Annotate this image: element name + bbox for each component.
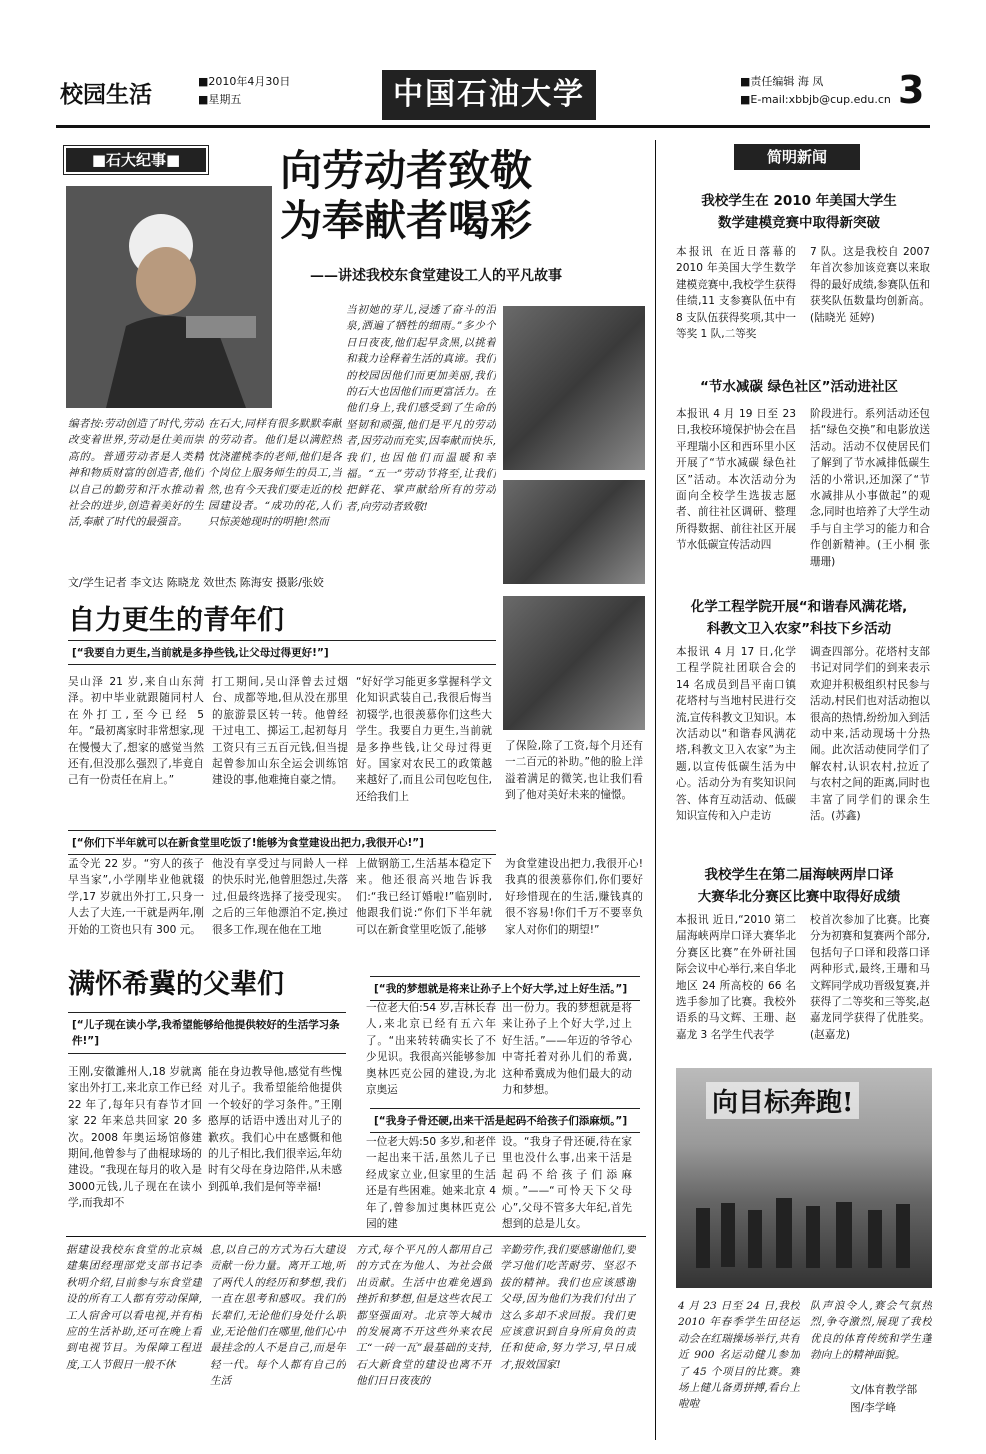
fathers-quote-3: [“我身子骨还硬,出来干活是起码不给孩子们添麻烦。”] xyxy=(370,1108,640,1133)
sports-photo xyxy=(676,1068,932,1288)
youth-section-title: 自力更生的青年们 xyxy=(68,605,284,636)
runners-silhouettes xyxy=(676,1148,932,1288)
brief1-title-line1: 我校学生在 2010 年美国大学生 xyxy=(701,193,897,209)
header-date: ■2010年4月30日 xyxy=(198,75,291,88)
youth-quote-1: [“我要自力更生,当前就是多挣些钱,让父母过得更好!”] xyxy=(68,640,496,665)
youth2-col-3: 上做钢筋工,生活基本稳定下来。他还很高兴地告诉我们:“我已经订婚啦!”临别时,他跟我们说:“你们下半年就可以在新食堂里吃饭了,能够 xyxy=(356,858,492,936)
youth-quote-2: [“你们下半年就可以在新食堂里吃饭了!能够为食堂建设出把力,我很开心!”] xyxy=(68,830,496,855)
brief3-title-line2: 科教文卫入农家”科技下乡活动 xyxy=(706,621,892,637)
sports-col-2: 队声浪令人,赛会气氛热烈,争夺激烈,展现了我校优良的体育传统和学生蓬勃向上的精神面貌。 xyxy=(810,1300,932,1362)
brief4-col-2: 校首次参加了比赛。比赛分为初赛和复赛两个部分,包括句子口译和段落口译两种形式,最终,王珊和马文辉同学成功晋级复赛,并获得了二等奖和三等奖,赵嘉龙同学获得了优胜奖。(赵嘉龙) xyxy=(810,914,930,1041)
page-number: 3 xyxy=(898,68,925,112)
section-title: 校园生活 xyxy=(60,82,152,108)
sports-credit-photo: 图/李学峰 xyxy=(850,1402,896,1414)
youth2-col-1: 孟令光 22 岁。“穷人的孩子早当家”,小学刚毕业他就辍学,17 岁就出外打工,只身一人去了大连,一干就是两年,刚开始的工资也只有 300 元。 xyxy=(68,858,204,936)
brief1-col-1: 本报讯 在近日落幕的 2010 年美国大学生数学建模竞赛中,我校学生获得佳绩,11 支参赛队伍中有 8 支队伍获得奖项,其中一等奖 1 队,二等奖 xyxy=(676,246,796,341)
header-weekday: ■星期五 xyxy=(198,93,242,106)
youth-col-1: 吴山泽 21 岁,来自山东菏泽。初中毕业就跟随同村人在外打工,至今已经 5 年。“最初离家时非常想家,现在慢慢大了,想家的感觉当然还有,但没那么强烈了,毕竟自己有一份责任在肩上。” xyxy=(68,676,204,787)
fathers-col-5: 一位老大妈:50 多岁,和老伴一起出来干活,虽然儿子已经成家立业,但家里的生活还是有些困难。她来北京 4 年了,曾参加过奥林匹克公园的建 xyxy=(366,1136,496,1231)
closing-col-4: 辛勤劳作,我们要感谢他们,要学习他们吃苦耐劳、坚忍不拔的精神。我们也应该感谢父母,因为他们为我们付出了这么多却不求回报。我们更应该意识到自身所肩负的责任和使命,努力学习,早日成才,报效国家! xyxy=(500,1244,636,1371)
fathers-col-2: 能在身边教导他,感觉有些愧对儿子。我希望能给他提供一个较好的学习条件。”王刚憨厚的话语中透出对儿子的歉疚。我们心中在感慨和他的儿子相比,我们很幸运,年幼时有父母在身边陪伴,从未感到孤单,我们是何等幸福! xyxy=(208,1066,342,1193)
editor-note-col2: 在石大,同样有很多默默奉献的劳动者。他们是以满腔热忱浇灌桃李的老师,他们是各个岗位上服务师生的员工,当然,也有今天我们要走近的校园建设者。“成功的花,人们只惊羡她现时的明艳!然而 xyxy=(208,418,342,529)
header-editor: ■责任编辑 海 凤 xyxy=(740,75,824,88)
brief4-title-line2: 大赛华北分赛区比赛中取得好成绩 xyxy=(697,889,901,905)
brief1-title-line2: 数学建模竞赛中取得新突破 xyxy=(718,215,880,231)
youth-col-3: “好好学习能更多掌握科学文化知识武装自己,我很后悔当初辍学,也很羡慕你们这些大学生。我要自力更生,当前就是多挣些钱,让父母过得更好。国家对农民工的政策越来越好了,而且公司包吃包住,还给我们上 xyxy=(356,676,492,803)
closing-col-1: 据建设我校东食堂的北京城建集团经理部党支部书记李秋明介绍,目前参与东食堂建设的所有工人都有劳动保障,工人宿舍可以看电视,并有相应的生活补助,还可在晚上看到电视节目。为保障工程进度,工人节假日一般不休 xyxy=(66,1244,202,1371)
fathers-col-4: 出一份力。我的梦想就是将来让孙子上个好大学,过上好生活。”——年迈的爷爷心中寄托着对孙儿们的希冀,这种希冀成为他们最大的动力和梦想。 xyxy=(502,1002,632,1097)
brief2-col-1: 本报讯 4 月 19 日至 23 日,我校环境保护协会在昌平理瑞小区和西环里小区开展了“节水减碳 绿色社区”活动。本次活动分为面向全校学生选拔志愿者、前往社区调研、整理所得数据、前往社区开展节水低碳宣传活动四 xyxy=(676,408,796,552)
worker-portrait-photo xyxy=(66,186,272,408)
fathers-col-3: 一位老大伯:54 岁,吉林长春人,来北京已经有五六年了。“出来转转确实长了不少见识。我很高兴能够参加奥林匹克公园的建设,为北京奥运 xyxy=(366,1002,496,1097)
youth-col-2: 打工期间,吴山泽曾去过烟台、成都等地,但从没在那里的旅游景区转一转。他曾经干过电工、掷运工,起初每月工资只有三五百元钱,但当提起曾参加山东全运会训练馆建设的事,他难掩自豪之情。 xyxy=(212,676,348,787)
closing-col-2: 息,以自己的方式为石大建设贡献一份力量。离开工地,听了两代人的经历和梦想,我们一直在思考和感叹。我们的长辈们,无论他们身处什么职业,无论他们在哪里,他们心中最挂念的人不是自己,而是年轻一代。每个人都有自己的生活 xyxy=(210,1244,346,1388)
site-photo-2 xyxy=(503,480,645,584)
youth2-col-4: 为食堂建设出把力,我很开心!我真的很羡慕你们,你们要好好珍惜现在的生活,赚钱真的很不容易!你们千万不要辜负家人对你们的期望!” xyxy=(505,858,643,936)
fathers-quote-1: [“儿子现在读小学,我希望能够给他提供较好的生活学习条件!”] xyxy=(68,1012,346,1054)
feature-subtitle: ——讲述我校东食堂建设工人的平凡故事 xyxy=(310,268,562,284)
closing-col-3: 方式,每个平凡的人都用自己的方式在为他人、为社会做出贡献。生活中也难免遇到挫折和梦想,但是这些农民工都坚强面对。北京等大城市的发展离不开这些外来农民工“一砖一瓦”最基础的支持,石大新食堂的建设也离不开他们日日夜夜的 xyxy=(356,1244,492,1388)
site-photo-1 xyxy=(503,306,645,470)
feature-headline-1: 向劳动者致敬 xyxy=(280,146,533,195)
editor-note-col1: 编者按:劳动创造了时代,劳动改变着世界,劳动是仕美而崇高的。普通劳动者是人类精神和物质财富的创造者,他们以自己的勤劳和汗水推动着社会的进步,创造着美好的生活,奉献了时代的最强音。 xyxy=(68,418,204,529)
sports-credit-text: 文/体育教学部 xyxy=(850,1384,918,1396)
fathers-col-6: 设。“我身子骨还硬,待在家里也没什么事,出来干活是起码不给孩子们添麻烦。”——“可怜天下父母心”,父母不管多大年纪,首先想到的总是儿女。 xyxy=(502,1136,632,1231)
editor-note-col3: 当初她的芽儿,浸透了奋斗的泪泉,洒遍了牺牲的细雨。”多少个日日夜夜,他们起早贪黑,以挑着和栽力诠释着生活的真谛。我们的校园因他们而更加美丽,我们的石大也因他们而更富活力。在他们身上,我们感受到了生命的坚韧和顽强,他们是平凡的劳动者,因劳动而充实,因奉献而快乐,我们,也因他们而温暖和幸福。“五一”劳动节将至,让我们把鲜花、掌声献给所有的劳动者,向劳动者致敬! xyxy=(346,304,496,513)
brief3-col-2: 调查四部分。花塔村支部书记对同学们的到来表示欢迎并积极组织村民参与活动,村民们也对活动抱以很高的热情,纷纷加入到活动中来,活动现场十分热闹。此次活动使同学们了解农村,认识农村,拉近了与农村之间的距离,同时也丰富了同学们的课余生活。(苏鑫) xyxy=(810,646,930,823)
feature-byline: 文/学生记者 李文达 陈晓龙 效世杰 陈海安 摄影/张姣 xyxy=(68,576,324,589)
brief4-col-1: 本报讯 近日,“2010 第二届海峡两岸口译大赛华北分赛区比赛”在外研社国际会议中心举行,来自华北地区 24 所高校的 66 名选手参加了比赛。我校外语系的马文辉、王珊、赵嘉龙 3 名学生代表学 xyxy=(676,914,796,1041)
feature-tag: ■石大纪事■ xyxy=(64,146,208,174)
newspaper-masthead: 中国石油大学 xyxy=(382,70,596,120)
fathers-col-1: 王刚,安徽濉州人,18 岁就离家出外打工,来北京工作已经 22 年了,每年只有春节才回家 22 年来总共回家 20 多次。2008 年奥运场馆修建期间,他曾参与了曲棍球场的建设。“我现在每月的收入是 3000元钱,儿子现在在读小学,而我却不 xyxy=(68,1066,202,1210)
brief1-col-2: 7 队。这是我校自 2007 年首次参加该竞赛以来取得的最好成绩,参赛队伍和获奖队伍数量均创新高。(陆晓光 延婷) xyxy=(810,246,930,324)
sports-col-1: 4 月 23 日至 24 日,我校 2010 年春季学生田径运动会在红瑞操场举行,共有近 900 名运动健儿参加了 45 个项目的比赛。赛场上健儿备勇拼搏,看台上啦啦 xyxy=(678,1300,800,1411)
fathers-quote-2: [“我的梦想就是将来让孙子上个好大学,过上好生活。”] xyxy=(370,976,640,1001)
brief2-title: “节水减碳 绿色社区”活动进社区 xyxy=(700,379,898,395)
brief3-title-line1: 化学工程学院开展“和谐春风满花塔, xyxy=(690,599,908,615)
fathers-section-title: 满怀希冀的父辈们 xyxy=(68,969,284,1000)
brief3-col-1: 本报讯 4 月 17 日,化学工程学院社团联合会的 14 名成员到昌平南口镇花塔村与当地村民进行交流,宣传科教文卫知识。本次活动以“和谐春风满花塔,科教文卫入农家”为主题,以宣传低碳生活为中心。活动分为有奖知识问答、体育互动活动、低碳知识宣传和入户走访 xyxy=(676,646,796,823)
worker-portrait-image xyxy=(66,186,272,408)
brief2-col-2: 阶段进行。系列活动还包括“绿色交换”和电影放送活动。活动不仅使居民们了解到了节水减排低碳生活的小常识,还加深了“节水减排从小事做起”的观念,同时也培养了大学生动手与自主学习的能力和合作创新精神。(王小桐 张珊珊) xyxy=(810,408,930,568)
header-rule xyxy=(56,125,930,128)
sports-banner: 向目标奔跑! xyxy=(706,1082,859,1119)
brief4-title-line1: 我校学生在第二届海峡两岸口译 xyxy=(704,867,894,883)
brief-news-label: 简明新闻 xyxy=(734,144,860,170)
site-photo-3 xyxy=(503,596,645,730)
feature-headline-2: 为奉献者喝彩 xyxy=(280,196,533,245)
header-email: ■E-mail:xbbjb@cup.edu.cn xyxy=(740,93,891,106)
youth2-col-2: 他没有享受过与同龄人一样的快乐时光,他曾胆怨过,失落过,但最终选择了接受现实。之后的三年他漂泊不定,换过很多工作,现在他在工地 xyxy=(212,858,348,936)
youth-col-4: 了保险,除了工资,每个月还有一二百元的补助。”他的脸上洋溢着满足的微笑,也让我们看到了他对美好未来的憧憬。 xyxy=(505,740,643,802)
closing-rule xyxy=(66,1236,646,1237)
column-divider xyxy=(655,140,656,1440)
